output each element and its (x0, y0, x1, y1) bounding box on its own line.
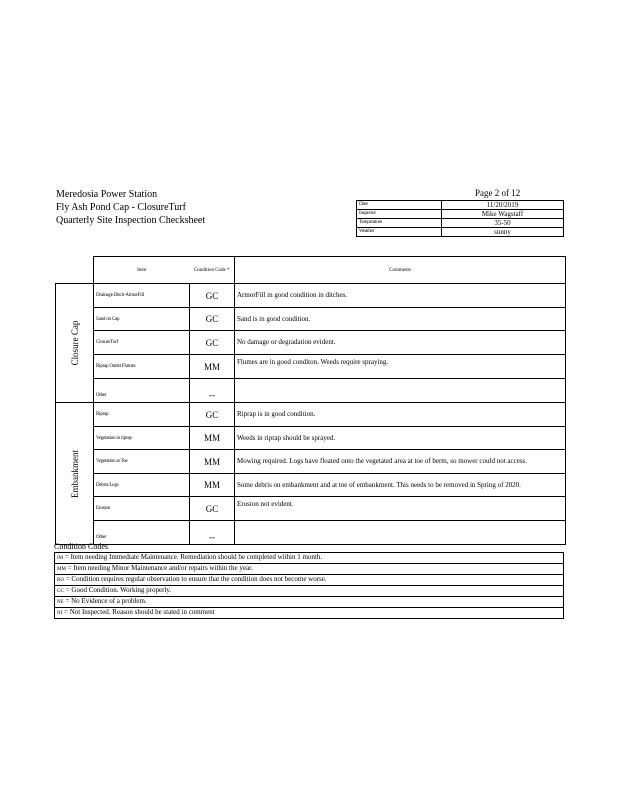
legend-row (55, 586, 564, 597)
condition-code: GC (190, 403, 235, 427)
info-value: sunny (442, 228, 564, 237)
comment-cell: Weeds in riprap should be sprayed. (235, 427, 566, 450)
condition-code: GC (190, 497, 235, 521)
legend-code: GC (57, 589, 64, 594)
section-name: Closure Cap (69, 320, 80, 366)
legend-code: RO (57, 578, 64, 583)
condition-codes-title: Condition Codes (54, 542, 109, 551)
column-header-condition: Condition Code * (190, 257, 235, 284)
legend-row (55, 553, 564, 564)
item-cell: Other (94, 521, 190, 545)
item-cell: ClosureTurf (94, 331, 190, 355)
item-cell: Other (94, 379, 190, 403)
condition-code: MM (190, 355, 235, 379)
info-value: 35-50 (442, 219, 564, 228)
comment-cell: Sand is in good condition. (235, 308, 566, 331)
inspection-grid (55, 256, 566, 545)
section-name: Embankment (69, 449, 80, 498)
comment-cell: Flumes are in good conditon. Weeds require spraying. (235, 355, 566, 379)
legend-code: MM (57, 567, 66, 572)
item-cell: Vegetation in riprap (94, 427, 190, 450)
comment-cell: Erosion not evident. (235, 497, 566, 521)
legend-text: = Item needing Immediate Maintenance. Remediation should be completed within 1 month. (64, 553, 323, 561)
condition-code: GC (190, 284, 235, 308)
project-name: Fly Ash Pond Cap - ClosureTurf (56, 202, 186, 213)
legend-text: = Good Condition. Working properly. (65, 586, 172, 594)
column-header-item: Item (94, 257, 190, 284)
condition-code: GC (190, 331, 235, 355)
legend-text: = No Evidence of a problem. (65, 597, 147, 605)
inspection-info-table (356, 200, 564, 237)
legend-row (55, 575, 564, 586)
legend-text: = Not Inspected. Reason should be stated in comment (64, 608, 215, 616)
legend-text: = Condition requires regular observation to ensure that the condition does not become worse. (65, 575, 327, 583)
item-cell: Erosion (94, 497, 190, 521)
info-value: 11/20/2019 (442, 201, 564, 210)
column-header-comments: Comments (235, 257, 566, 284)
document-title: Quarterly Site Inspection Checksheet (56, 215, 206, 226)
condition-code: MM (190, 427, 235, 450)
legend-row (55, 597, 564, 608)
legend-code: NE (57, 600, 64, 605)
legend-code: IM (57, 556, 64, 561)
item-cell: Vegetation at Toe (94, 450, 190, 474)
comment-cell (235, 379, 566, 403)
legend-code: NI (57, 611, 63, 616)
comment-cell (235, 521, 566, 545)
legend-text: = Item needing Minor Maintenance and/or repairs within the year. (67, 564, 253, 572)
facility-name: Meredosia Power Station (56, 189, 158, 200)
page-number: Page 2 of 12 (475, 188, 521, 198)
comment-cell: Riprap is in good condition. (235, 403, 566, 427)
legend-row (55, 608, 564, 619)
condition-code: GC (190, 308, 235, 331)
info-label: Temperature (357, 219, 442, 228)
comment-cell: Some debris on embankment and at toe of embankment. This needs to be removed in Spring of 2020. (235, 474, 566, 497)
condition-code: MM (190, 450, 235, 474)
condition-code: -- (190, 521, 235, 545)
legend-row (55, 564, 564, 575)
item-cell: Drainage Ditch-ArmorFill (94, 284, 190, 308)
condition-code: MM (190, 474, 235, 497)
info-label: Inspector (357, 210, 442, 219)
comment-cell: No damage or degradation evident. (235, 331, 566, 355)
comment-cell: Mowing required. Logs have floated onto the vegetated area at toe of berm, so mower could not access. (235, 450, 566, 474)
item-cell: Riprap (94, 403, 190, 427)
section-label (56, 403, 94, 545)
info-value: Mike Wagstaff (442, 210, 564, 219)
section-label (56, 284, 94, 403)
item-cell: Sand on Cap (94, 308, 190, 331)
info-label: Weather (357, 228, 442, 237)
comment-cell: ArmorFill in good condition in ditches. (235, 284, 566, 308)
condition-codes-legend (54, 542, 564, 619)
item-cell: Debris/Logs (94, 474, 190, 497)
item-cell: Riprap Outlet Flumes (94, 355, 190, 379)
condition-code: -- (190, 379, 235, 403)
info-label: Date (357, 201, 442, 210)
